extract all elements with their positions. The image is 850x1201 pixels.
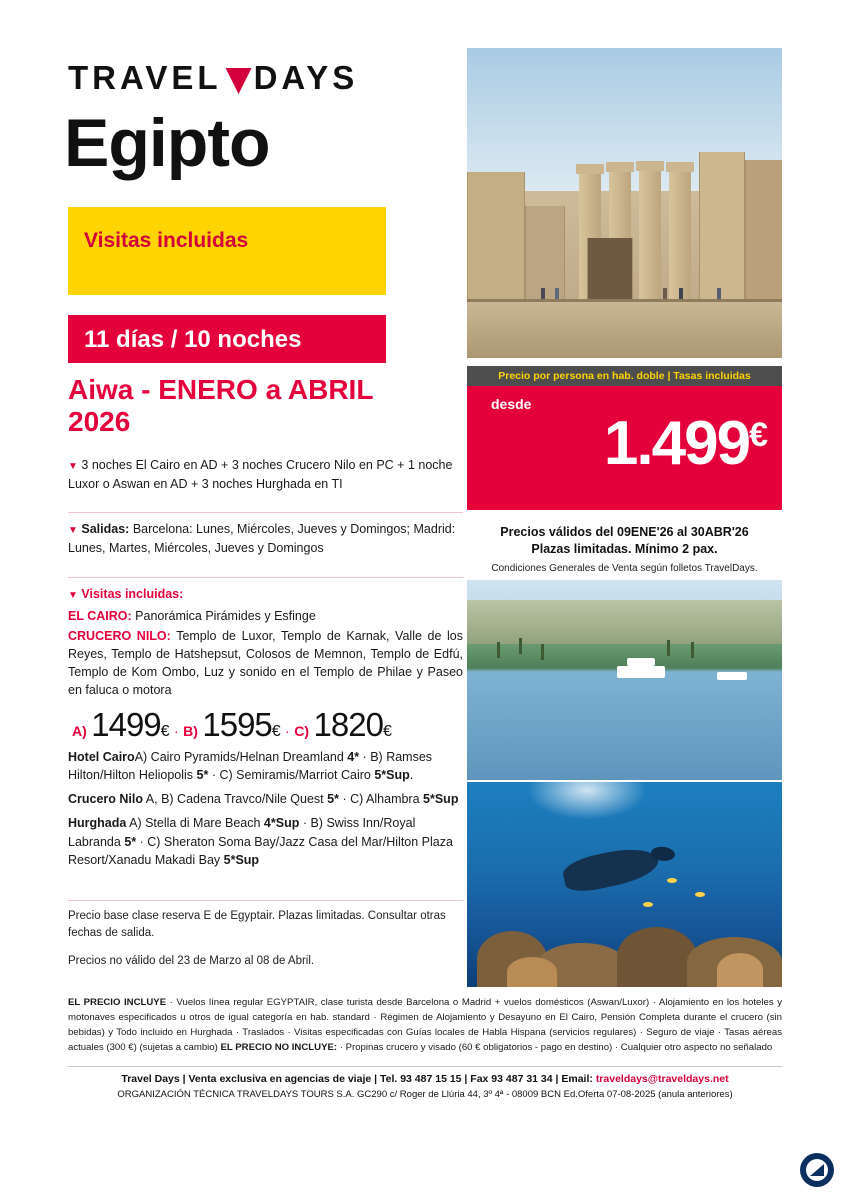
hotel-name-cairo: Hotel Cairo bbox=[68, 750, 135, 764]
price-separator-1: · bbox=[174, 723, 179, 739]
hotel-detail-cairo-b: · B) Ramses Hilton/Hilton Heliopolis bbox=[68, 750, 433, 783]
highlight-band-text: Visitas incluidas bbox=[84, 229, 249, 252]
divider-2 bbox=[68, 577, 463, 578]
validity-line-1: Precios válidos del 09ENE'26 al 30ABR'26 bbox=[500, 525, 749, 539]
price-excludes-label: EL PRECIO NO INCLUYE: bbox=[220, 1041, 338, 1053]
temple-illustration bbox=[467, 48, 782, 358]
price-ribbon-text: Precio por persona en hab. doble | Tasas incluidas bbox=[498, 370, 751, 382]
price-option-a-value: 1499 bbox=[91, 706, 161, 743]
price-from-label: desde bbox=[491, 396, 532, 412]
validity-line-2: Plazas limitadas. Mínimo 2 pax. bbox=[531, 541, 718, 556]
booking-note-1: Precio base clase reserva E de Egyptair. Plazas limitadas. Consultar otras fechas de salida. bbox=[68, 910, 446, 940]
highlight-band-visits bbox=[68, 207, 386, 295]
hotel-detail-hurghada-c: · C) Sheraton Soma Bay/Jazz Casa del Mar/Hilton Plaza Resort/Xanadu Makadi Bay bbox=[68, 834, 453, 867]
itinerary-description-text: 3 noches El Cairo en AD + 3 noches Crucero Nilo en PC + 1 noche Luxor o Aswan en AD + 3 noches Hurghada en TI bbox=[68, 458, 453, 491]
included-visits-title: Visitas incluidas: bbox=[81, 587, 184, 601]
hotel-detail-cairo-a: A) Cairo Pyramids/Helnan Dreamland bbox=[134, 750, 348, 764]
hotel-name-hurghada: Hurghada bbox=[68, 816, 127, 831]
triangle-mark-icon bbox=[226, 68, 252, 94]
reef-illustration bbox=[467, 782, 782, 987]
hotel-cat-hurghada-a: 4*Sup bbox=[263, 816, 300, 831]
hotel-cat-cairo-a: 4* bbox=[347, 750, 360, 764]
hotel-cat-cruise-b: 5*Sup bbox=[423, 792, 459, 807]
nile-illustration bbox=[467, 580, 782, 780]
triangle-down-icon: ▼ bbox=[68, 590, 78, 601]
divider-3 bbox=[68, 900, 463, 901]
duration-band bbox=[68, 315, 386, 363]
departures-text: Barcelona: Lunes, Miércoles, Jueves y Domingos; Madrid: Lunes, Martes, Miércoles, Jueves y Domingos bbox=[68, 522, 456, 555]
price-option-b-label: B) bbox=[183, 723, 198, 739]
price-includes-text: · Vuelos línea regular EGYPTAIR, clase turista desde Barcelona o Madrid + vuelos domésticos (Aswan/Luxor) · Alojamiento en los hoteles y motonaves especificados u otros de igual categoría en hab. standard · Régimen de Alojamiento y Desayuno en El Cairo, Pensión Completa durante el crucero (sin bebidas) y Todo incluido en Hurghada · Traslados · Visitas especificadas con Guías locales de Habla Hispana (servicios regulares) · Seguro de viaje · Tasas aéreas actuales (300 €) (sujetas a cambio) bbox=[68, 997, 782, 1053]
diamond-badge-icon[interactable] bbox=[800, 1153, 834, 1187]
price-panel bbox=[467, 386, 782, 510]
booking-note-2: Precios no válido del 23 de Marzo al 08 de Abril. bbox=[68, 954, 315, 967]
visit-key-cairo: EL CAIRO: bbox=[68, 608, 132, 623]
red-sea-snorkeling-photo bbox=[467, 782, 782, 987]
price-option-c-currency: € bbox=[382, 723, 392, 740]
visit-value-cruise: Templo de Luxor, Templo de Karnak, Valle de los Reyes, Templo de Hatshepsut, Colosos de Memnon, Templo de Edfú, Templo de Kom Ombo, Luz y sonido en el Templo de Philae y Paseo en faluca o motora bbox=[68, 628, 463, 697]
philae-temple-photo bbox=[467, 48, 782, 358]
hotel-detail-hurghada-a: A) Stella di Mare Beach bbox=[126, 816, 264, 831]
hotel-detail-cairo-c: · C) Semiramis/Marriot Cairo bbox=[208, 768, 375, 783]
price-option-a-label: A) bbox=[72, 723, 87, 739]
price-option-b-value: 1595 bbox=[202, 706, 272, 743]
brand-name-travel: TRAVEL bbox=[68, 59, 222, 96]
visit-value-cairo: Panorámica Pirámides y Esfinge bbox=[135, 608, 316, 623]
footer-contact bbox=[68, 1072, 782, 1088]
triangle-down-icon: ▼ bbox=[68, 525, 78, 536]
hotel-tail-cairo: . bbox=[409, 768, 414, 783]
footer-legal: ORGANIZACIÓN TÉCNICA TRAVELDAYS TOURS S.A. GC290 c/ Roger de Llúria 44, 3º 4ª - 08009 BCN Ed.Oferta 07-08-2025 (anula anteriores) bbox=[117, 1088, 733, 1100]
hotel-cat-cruise-a: 5* bbox=[327, 792, 339, 807]
hotels-list bbox=[68, 748, 463, 875]
page-title: Egipto bbox=[64, 105, 270, 181]
nile-river-photo bbox=[467, 580, 782, 780]
footer-phone[interactable]: 93 487 15 15 bbox=[400, 1073, 462, 1085]
footer bbox=[68, 1072, 782, 1102]
offer-title: Aiwa - ENERO a ABRIL 2026 bbox=[68, 374, 373, 438]
brand-logo bbox=[68, 58, 358, 98]
hotel-cat-hurghada-b: 5* bbox=[124, 834, 137, 849]
price-amount-wrap bbox=[483, 408, 766, 479]
brand-name-days: DAYS bbox=[253, 59, 359, 96]
hotel-detail-hurghada-b: · B) Swiss Inn/Royal Labranda bbox=[68, 816, 416, 849]
price-options-row bbox=[72, 706, 472, 744]
divider-1 bbox=[68, 512, 463, 513]
itinerary-description bbox=[68, 456, 463, 493]
fine-print bbox=[68, 996, 782, 1055]
footer-email[interactable]: traveldays@traveldays.net bbox=[595, 1073, 729, 1085]
hotel-name-cruise: Crucero Nilo bbox=[68, 792, 144, 807]
hotel-detail-cruise-a: A, B) Cadena Travco/Nile Quest bbox=[143, 792, 328, 807]
hotel-row-cruise bbox=[68, 790, 463, 808]
footer-divider bbox=[68, 1066, 782, 1067]
hotel-row-cairo bbox=[68, 748, 463, 784]
booking-notes bbox=[68, 908, 463, 980]
footer-company: Travel Days | Venta exclusiva en agencias de viaje | Tel. bbox=[121, 1073, 401, 1085]
price-validity bbox=[467, 524, 782, 575]
hotel-cat-cairo-b: 5* bbox=[196, 768, 209, 783]
hotel-cat-hurghada-c: 5*Sup bbox=[223, 852, 260, 867]
price-ribbon bbox=[467, 366, 782, 386]
departures bbox=[68, 520, 463, 557]
hotel-detail-cruise-b: · C) Alhambra bbox=[338, 792, 424, 807]
price-currency: € bbox=[749, 416, 766, 454]
price-option-b-currency: € bbox=[271, 723, 281, 740]
price-option-a-currency: € bbox=[160, 723, 170, 740]
price-option-c-label: C) bbox=[294, 723, 310, 739]
duration-text: 11 días / 10 noches bbox=[84, 326, 302, 353]
price-amount: 1.499 bbox=[603, 409, 750, 478]
visit-key-cruise: CRUCERO NILO: bbox=[68, 628, 171, 643]
price-excludes-text: · Propinas crucero y visado (60 € obligatorios - pago en destino) · Cualquier otro aspecto no señalado bbox=[337, 1041, 773, 1053]
sale-conditions: Condiciones Generales de Venta según folletos TravelDays. bbox=[491, 562, 758, 574]
included-visits bbox=[68, 585, 463, 699]
triangle-down-icon: ▼ bbox=[68, 461, 78, 472]
price-separator-2: · bbox=[285, 723, 290, 739]
price-includes-label: EL PRECIO INCLUYE bbox=[68, 997, 167, 1008]
hotel-row-hurghada bbox=[68, 814, 463, 868]
hotel-cat-cairo-c: 5*Sup bbox=[374, 768, 410, 783]
price-option-c-value: 1820 bbox=[313, 706, 383, 743]
departures-label: Salidas: bbox=[81, 522, 130, 536]
footer-fax: | Fax 93 487 31 34 | Email: bbox=[461, 1073, 596, 1085]
